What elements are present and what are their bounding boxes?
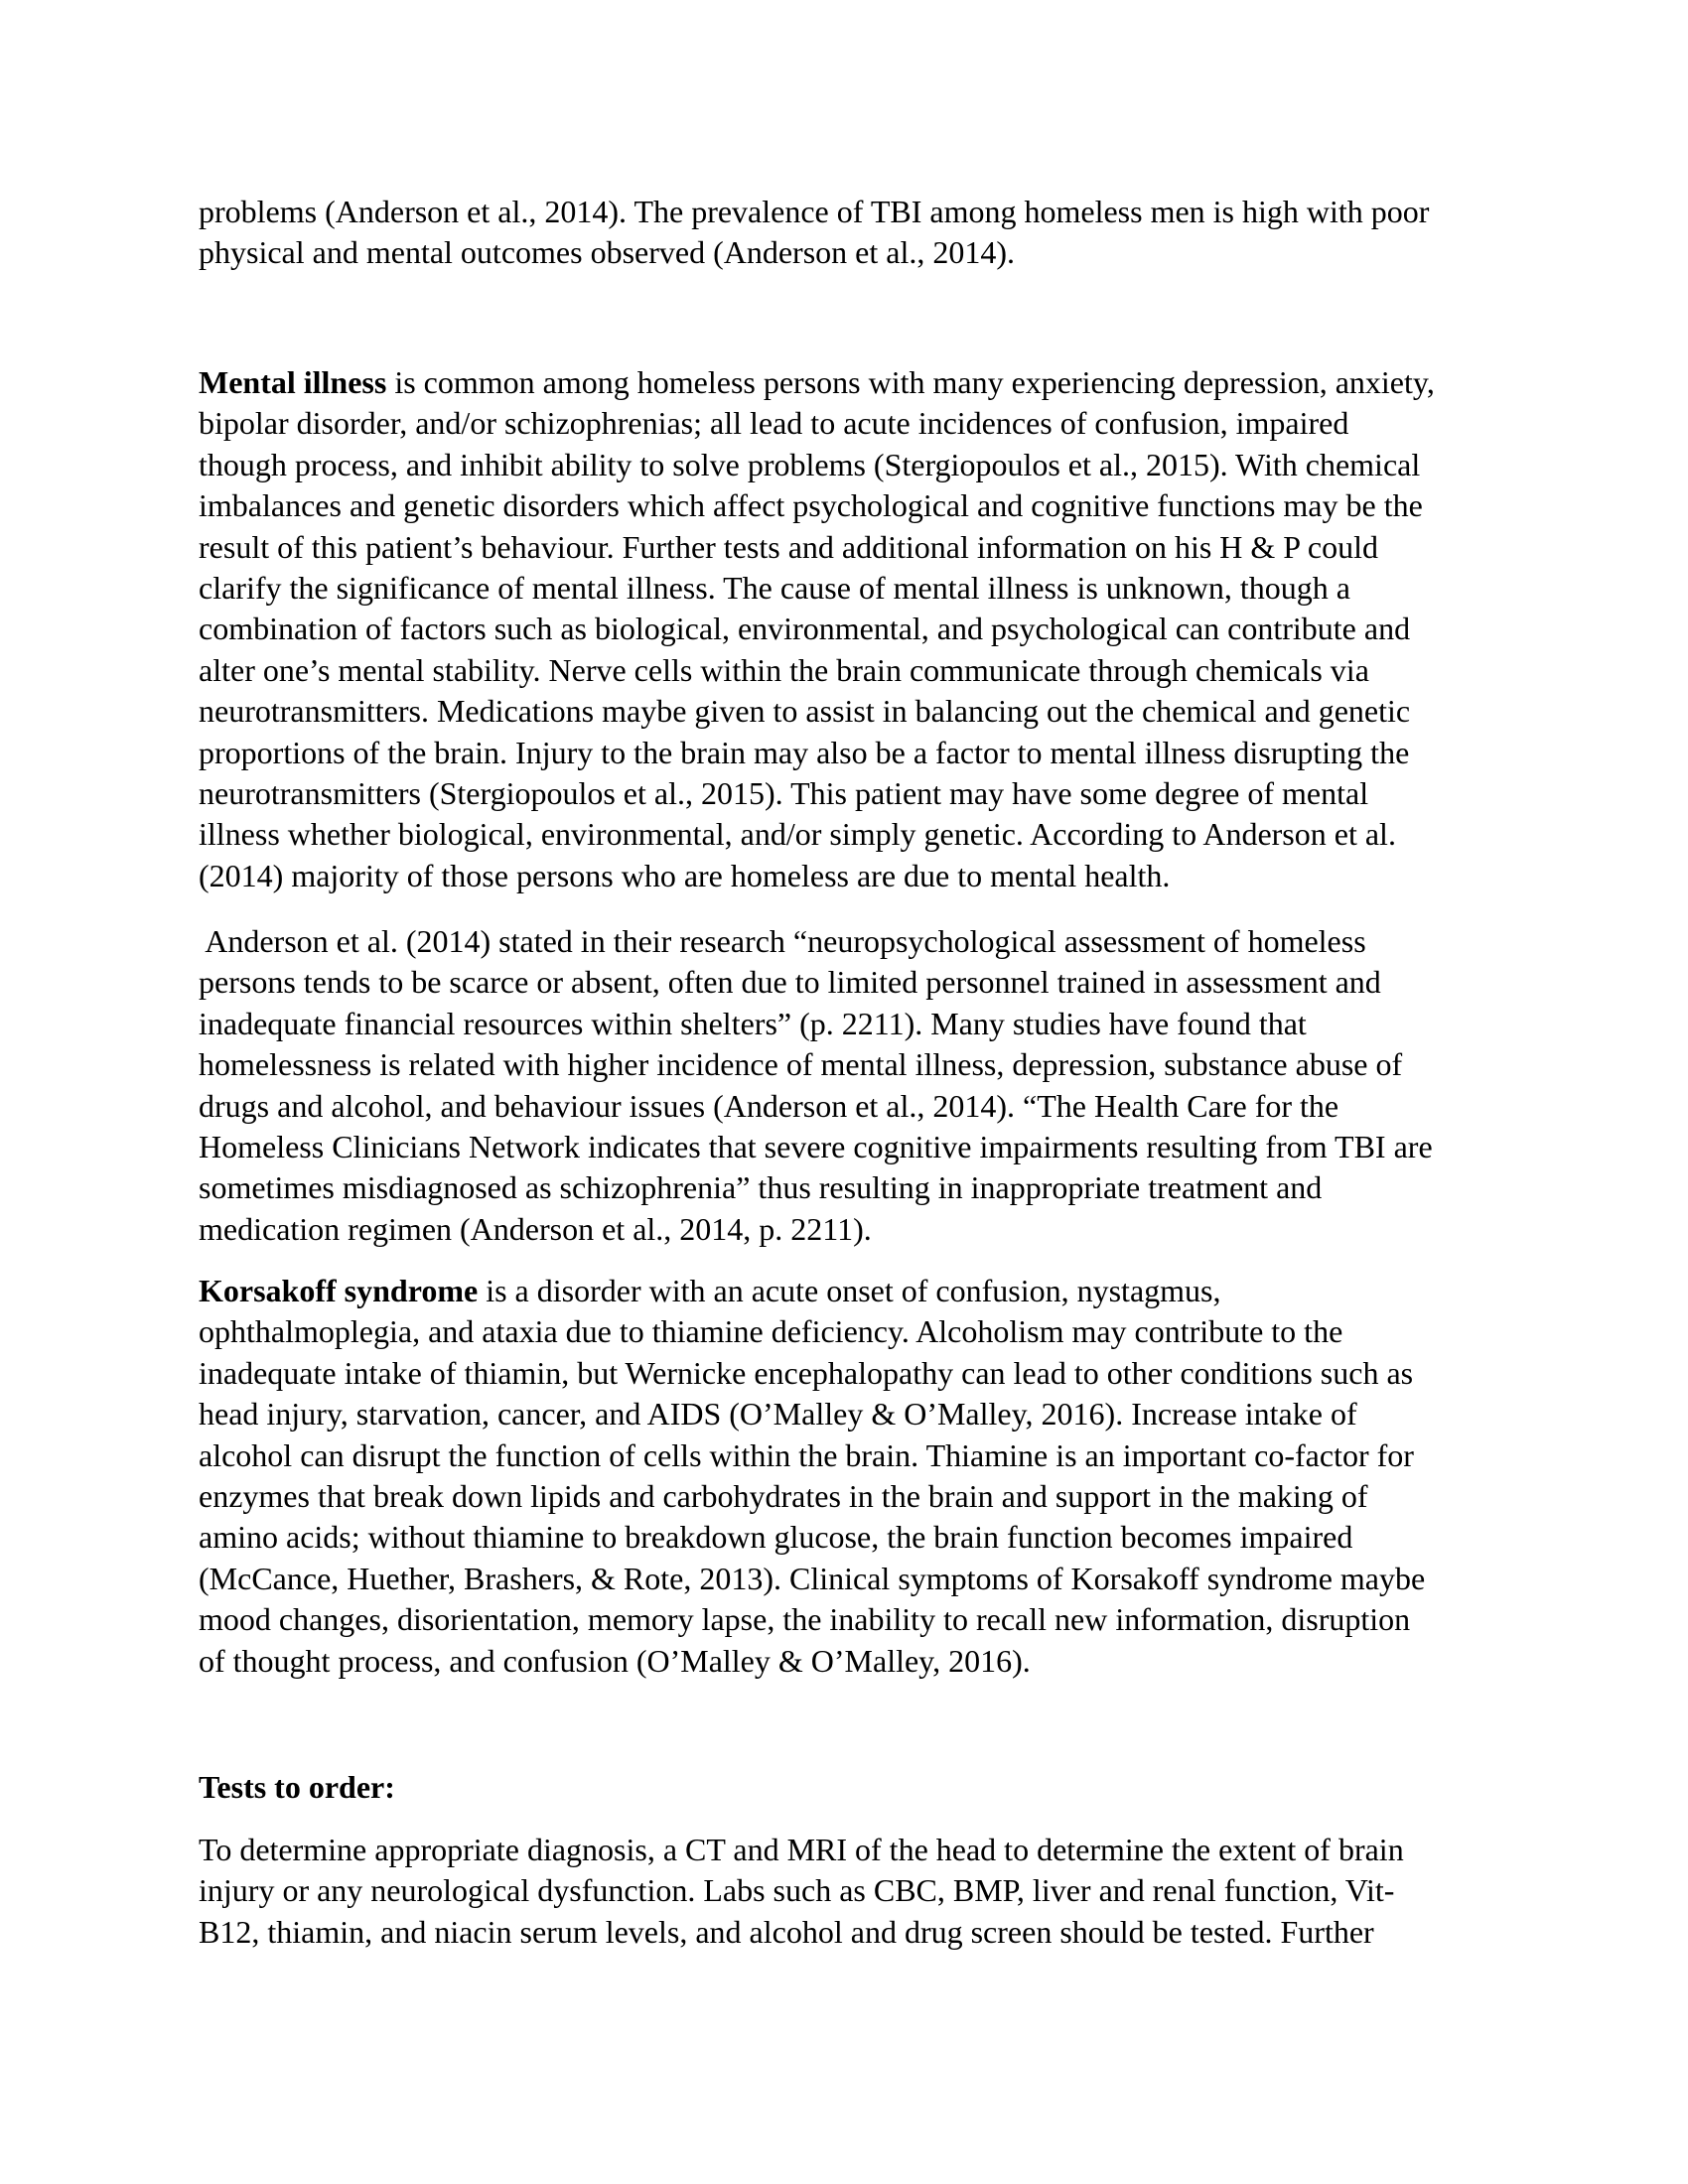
- text-line: of thought process, and confusion (O’Malley & O’Malley, 2016).: [199, 1642, 1031, 1679]
- paragraph-tests: [199, 1830, 1509, 1953]
- paragraph-anderson: [199, 921, 1509, 1250]
- paragraph-mental-illness: [199, 362, 1509, 896]
- text-line: injury or any neurological dysfunction. Labs such as CBC, BMP, liver and renal function, Vit-: [199, 1872, 1395, 1909]
- paragraph-intro: [199, 192, 1509, 274]
- text-line: drugs and alcohol, and behaviour issues (Anderson et al., 2014). “The Health Care for the: [199, 1087, 1339, 1124]
- text-line: Anderson et al. (2014) stated in their research “neuropsychological assessment of homeless: [199, 923, 1366, 959]
- text-line: imbalances and genetic disorders which affect psychological and cognitive functions may be the: [199, 487, 1423, 524]
- text-line: though process, and inhibit ability to solve problems (Stergiopoulos et al., 2015). With chemical: [199, 446, 1421, 482]
- text-line: proportions of the brain. Injury to the brain may also be a factor to mental illness disrupting the: [199, 734, 1410, 770]
- text-line: persons tends to be scarce or absent, often due to limited personnel trained in assessment and: [199, 964, 1381, 1001]
- text-line: (2014) majority of those persons who are homeless are due to mental health.: [199, 857, 1171, 893]
- text-line: head injury, starvation, cancer, and AIDS (O’Malley & O’Malley, 2016). Increase intake of: [199, 1396, 1357, 1433]
- section-heading-tests: [199, 1767, 1509, 1808]
- heading-tests-to-order: Tests to order:: [199, 1769, 395, 1805]
- text-run: is a disorder with an acute onset of confusion, nystagmus,: [478, 1273, 1221, 1308]
- text-line: (McCance, Huether, Brashers, & Rote, 2013). Clinical symptoms of Korsakoff syndrome maybe: [199, 1560, 1426, 1596]
- text-line: result of this patient’s behaviour. Further tests and additional information on his H & P could: [199, 528, 1378, 565]
- text-line: B12, thiamin, and niacin serum levels, and alcohol and drug screen should be tested. Further: [199, 1913, 1374, 1950]
- text-line: inadequate intake of thiamin, but Wernicke encephalopathy can lead to other conditions such as: [199, 1354, 1414, 1391]
- text-line: alcohol can disrupt the function of cells within the brain. Thiamine is an important co-factor for: [199, 1436, 1414, 1473]
- text-line: ophthalmoplegia, and ataxia due to thiamine deficiency. Alcoholism may contribute to the: [199, 1313, 1343, 1350]
- text-line: mood changes, disorientation, memory lapse, the inability to recall new information, disruption: [199, 1601, 1411, 1638]
- text-line: problems (Anderson et al., 2014). The prevalence of TBI among homeless men is high with poor: [199, 194, 1430, 229]
- text-line: [199, 1271, 1509, 1311]
- paragraph-korsakoff-syndrome: [199, 1271, 1509, 1682]
- text-line: enzymes that break down lipids and carbohydrates in the brain and support in the making of: [199, 1477, 1368, 1514]
- text-line: combination of factors such as biological, environmental, and psychological can contribute and: [199, 611, 1411, 647]
- text-line: neurotransmitters. Medications maybe given to assist in balancing out the chemical and genetic: [199, 693, 1411, 730]
- text-run: is common among homeless persons with many experiencing depression, anxiety,: [386, 364, 1435, 400]
- text-line: [199, 362, 1509, 403]
- text-line: To determine appropriate diagnosis, a CT and MRI of the head to determine the extent of brain: [199, 1832, 1404, 1867]
- text-line: sometimes misdiagnosed as schizophrenia” thus resulting in inappropriate treatment and: [199, 1169, 1323, 1206]
- text-line: clarify the significance of mental illness. The cause of mental illness is unknown, though a: [199, 569, 1350, 606]
- text-line: illness whether biological, environmental, and/or simply genetic. According to Anderson et al.: [199, 816, 1396, 853]
- text-line: bipolar disorder, and/or schizophrenias; all lead to acute incidences of confusion, impaired: [199, 405, 1349, 442]
- text-line: medication regimen (Anderson et al., 2014, p. 2211).: [199, 1210, 872, 1247]
- term-korsakoff-syndrome: Korsakoff syndrome: [199, 1273, 479, 1308]
- text-line: alter one’s mental stability. Nerve cells within the brain communicate through chemicals via: [199, 651, 1369, 688]
- text-line: homelessness is related with higher incidence of mental illness, depression, substance abuse of: [199, 1046, 1403, 1083]
- text-line: neurotransmitters (Stergiopoulos et al., 2015). This patient may have some degree of mental: [199, 774, 1369, 811]
- text-line: amino acids; without thiamine to breakdown glucose, the brain function becomes impaired: [199, 1519, 1353, 1556]
- text-line: inadequate financial resources within shelters” (p. 2211). Many studies have found that: [199, 1005, 1307, 1041]
- text-line: physical and mental outcomes observed (Anderson et al., 2014).: [199, 234, 1015, 271]
- text-line: Homeless Clinicians Network indicates that severe cognitive impairments resulting from TBI are: [199, 1128, 1433, 1164]
- term-mental-illness: Mental illness: [199, 364, 387, 400]
